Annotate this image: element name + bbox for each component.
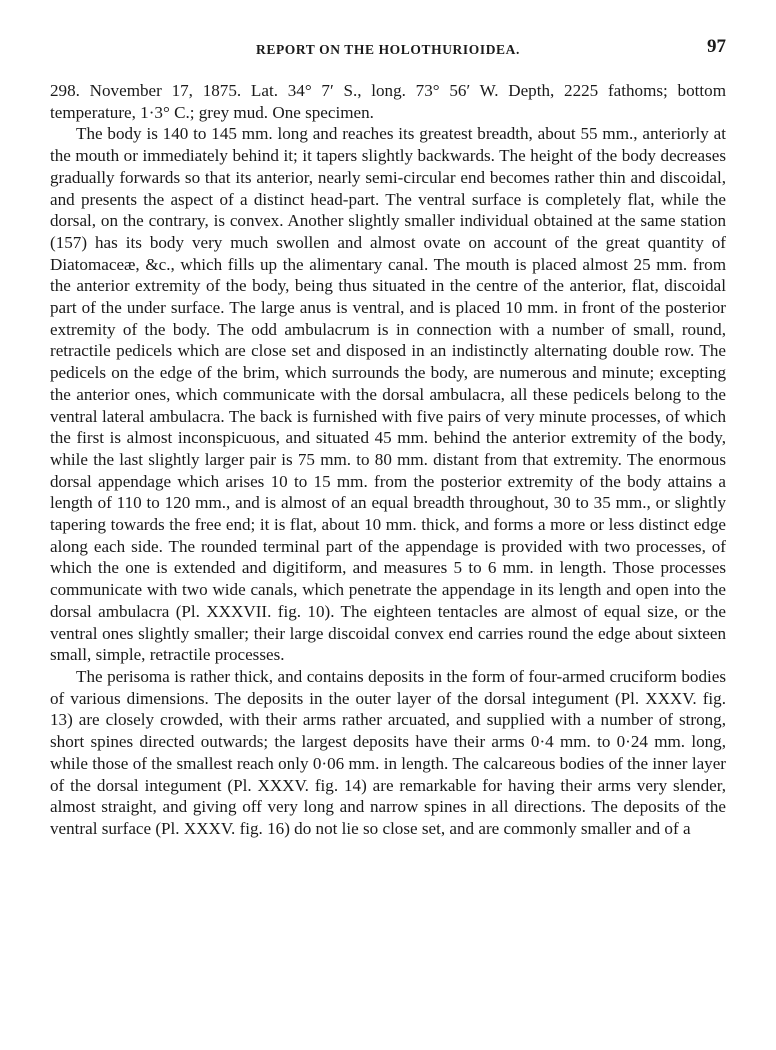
body-description-paragraph: The body is 140 to 145 mm. long and reaches its greatest breadth, about 55 mm., anteriorly at the mouth or immediately behind it; it tapers slightly backwards. The height of the body decreases gradually forwards so that its anterior, nearly semi-circular end becomes rather thin and discoidal, and presents the aspect of a distinct head-part. The ventral surface is completely flat, while the dorsal, on the contrary, is convex. Another slightly smaller individual obtained at the same station (157) has its body very much swollen and almost ovate on account of the great quantity of Diatomaceæ, &c., which fills up the alimentary canal. The mouth is placed almost 25 mm. from the anterior extremity of the body, being thus situated in the centre of the anterior, flat, discoidal part of the under surface. The large anus is ventral, and is placed 10 mm. in front of the posterior extremity of the body. The odd ambulacrum is in connection with a number of small, round, retractile pedicels which are close set and disposed in an indistinctly alternating double row. The pedicels on the edge of the brim, which surrounds the body, are numerous and minute; excepting the anterior ones, which communicate with the dorsal ambulacra, all these pedicels belong to the ventral lateral ambulacra. The back is furnished with five pairs of very minute processes, of which the first is almost inconspicuous, and situated 45 mm. behind the anterior extremity of the body, while the last slightly larger pair is 75 mm. to 80 mm. distant from that extremity. The enormous dorsal appendage which arises 10 to 15 mm. from the posterior extremity of the body attains a length of 110 to 120 mm., and is almost of an equal breadth throughout, 30 to 35 mm., or slightly tapering towards the free end; it is flat, about 10 mm. thick, and forms a more or less distinct edge along each side. The rounded terminal part of the appendage is provided with two processes, of which the one is extended and digitiform, and measures 5 to 6 mm. in length. Those processes communicate with two wide canals, which penetrate the appendage in its length and open into the dorsal ambulacra (Pl. XXXVII. fig. 10). The eighteen tentacles are almost of equal size, or the ventral ones slightly smaller; their large discoidal convex end carries round the edge about sixteen small, simple, retractile processes. xyxy=(50,124,726,665)
document-page xyxy=(50,38,726,840)
station-paragraph: 298. November 17, 1875. Lat. 34° 7′ S., long. 73° 56′ W. Depth, 2225 fathoms; bottom temperature, 1·3° C.; grey mud. One specimen. xyxy=(50,81,726,122)
page-header xyxy=(50,38,726,62)
page-number: 97 xyxy=(707,36,726,57)
body-text xyxy=(50,80,726,840)
perisoma-paragraph: The perisoma is rather thick, and contains deposits in the form of four-armed cruciform bodies of various dimensions. The deposits in the outer layer of the dorsal integument (Pl. XXXV. fig. 13) are closely crowded, with their arms rather arcuated, and supplied with a number of strong, short spines directed outwards; the largest deposits have their arms 0·4 mm. to 0·24 mm. long, while those of the smallest reach only 0·06 mm. in length. The calcareous bodies of the inner layer of the dorsal integument (Pl. XXXV. fig. 14) are remarkable for having their arms very slender, almost straight, and giving off very long and narrow spines in all directions. The deposits of the ventral surface (Pl. XXXV. fig. 16) do not lie so close set, and are commonly smaller and of a xyxy=(50,666,726,838)
running-title: REPORT ON THE HOLOTHURIOIDEA. xyxy=(256,42,520,57)
